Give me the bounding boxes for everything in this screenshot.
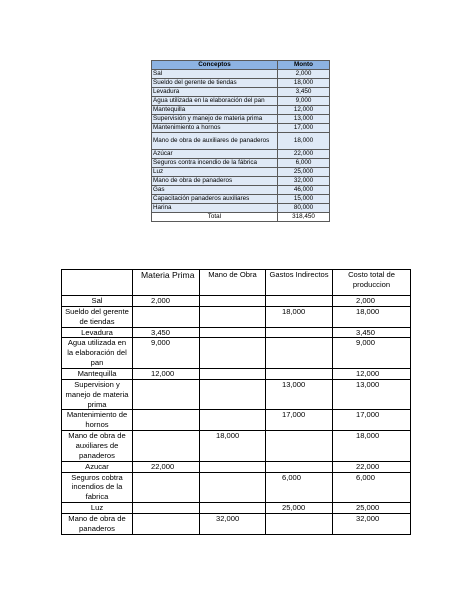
table-row (152, 115, 330, 124)
concepto-cell: Mano de obra de panaderos (152, 177, 278, 186)
costo-total-cell: 25,000 (333, 503, 411, 514)
materia-prima-cell: 22,000 (133, 461, 200, 472)
concepto-cell: Sueldo del gerente de tiendas (152, 79, 278, 88)
costo-total-cell: 18,000 (333, 431, 411, 462)
header-row (152, 61, 330, 70)
table-row (62, 514, 411, 535)
gastos-indirectos-cell: 25,000 (266, 503, 333, 514)
materia-prima-cell: 9,000 (133, 338, 200, 369)
concepto-cell: Seguros contra incendio de la fábrica (152, 159, 278, 168)
gastos-indirectos-cell (266, 431, 333, 462)
table-row (62, 472, 411, 503)
monto-cell: 46,000 (278, 186, 330, 195)
table-row (152, 97, 330, 106)
table-row (152, 186, 330, 195)
costo-total-cell: 12,000 (333, 369, 411, 380)
table-row (62, 306, 411, 327)
mano-obra-cell (200, 410, 266, 431)
monto-cell: 13,000 (278, 115, 330, 124)
monto-cell: 18,000 (278, 133, 330, 150)
materia-prima-cell: 12,000 (133, 369, 200, 380)
concepto-cell: Agua utilizada en la elaboración del pan (62, 338, 133, 369)
concepto-cell: Gas (152, 186, 278, 195)
concepto-cell: Harina (152, 204, 278, 213)
concepto-cell: Capacitación panaderos auxiliares (152, 195, 278, 204)
header-conceptos: Conceptos (152, 61, 278, 70)
materia-prima-cell (133, 472, 200, 503)
materia-prima-cell (133, 503, 200, 514)
mano-obra-cell (200, 472, 266, 503)
concepto-cell: Seguros cobtra incendios de la fabrica (62, 472, 133, 503)
header-monto: Monto (278, 61, 330, 70)
gastos-indirectos-cell (266, 514, 333, 535)
costo-total-cell: 13,000 (333, 379, 411, 410)
conceptos-table (151, 60, 330, 222)
concepto-cell: Mantequilla (152, 106, 278, 115)
concepto-cell: Azúcar (152, 150, 278, 159)
monto-cell: 12,000 (278, 106, 330, 115)
monto-cell: 3,450 (278, 88, 330, 97)
header-materia-prima: Materia Prima (133, 270, 200, 296)
monto-cell: 6,000 (278, 159, 330, 168)
concepto-cell: Luz (62, 503, 133, 514)
table-row (62, 327, 411, 338)
concepto-cell: Azucar (62, 461, 133, 472)
mano-obra-cell (200, 327, 266, 338)
costo-total-cell: 22,000 (333, 461, 411, 472)
gastos-indirectos-cell: 6,000 (266, 472, 333, 503)
materia-prima-cell (133, 306, 200, 327)
costo-total-cell: 2,000 (333, 296, 411, 307)
gastos-indirectos-cell: 17,000 (266, 410, 333, 431)
table-row (152, 159, 330, 168)
costo-total-cell: 17,000 (333, 410, 411, 431)
gastos-indirectos-cell (266, 327, 333, 338)
concepto-cell: Mantenimiento a hornos (152, 124, 278, 133)
concepto-cell: Levadura (62, 327, 133, 338)
concepto-cell: Mantenimiento de hornos (62, 410, 133, 431)
concepto-cell: Mano de obra de auxiliares de panaderos (62, 431, 133, 462)
table-row (152, 70, 330, 79)
table-row (152, 168, 330, 177)
concepto-cell: Mano de obra de panaderos (62, 514, 133, 535)
cost-classification-table (61, 269, 411, 535)
table-row (152, 204, 330, 213)
costo-total-cell: 32,000 (333, 514, 411, 535)
table-row (62, 296, 411, 307)
mano-obra-cell: 18,000 (200, 431, 266, 462)
table-row (152, 150, 330, 159)
table-row (152, 79, 330, 88)
monto-cell: 25,000 (278, 168, 330, 177)
header-blank (62, 270, 133, 296)
table-row (152, 133, 330, 150)
materia-prima-cell (133, 410, 200, 431)
table-row (152, 177, 330, 186)
materia-prima-cell: 2,000 (133, 296, 200, 307)
header-gastos-indirectos: Gastos Indirectos (266, 270, 333, 296)
mano-obra-cell (200, 379, 266, 410)
costo-total-cell: 3,450 (333, 327, 411, 338)
table-row (62, 461, 411, 472)
table-row (152, 106, 330, 115)
header-mano-de-obra: Mano de Obra (200, 270, 266, 296)
concepto-cell: Sal (152, 70, 278, 79)
concepto-cell: Sal (62, 296, 133, 307)
materia-prima-cell (133, 379, 200, 410)
monto-cell: 2,000 (278, 70, 330, 79)
table-row (62, 369, 411, 380)
header-row (62, 270, 411, 296)
monto-cell: 9,000 (278, 97, 330, 106)
concepto-cell: Mantequilla (62, 369, 133, 380)
concepto-cell: Supervision y manejo de materia prima (62, 379, 133, 410)
concepto-cell: Agua utilizada en la elaboración del pan (152, 97, 278, 106)
gastos-indirectos-cell: 18,000 (266, 306, 333, 327)
table-row (62, 431, 411, 462)
table-row (62, 503, 411, 514)
monto-cell: 18,000 (278, 79, 330, 88)
table-row (62, 379, 411, 410)
costo-total-cell: 18,000 (333, 306, 411, 327)
concepto-cell: Levadura (152, 88, 278, 97)
mano-obra-cell (200, 338, 266, 369)
total-value: 318,450 (278, 213, 330, 222)
header-costo-total: Costo total de produccion (333, 270, 411, 296)
table-row (62, 410, 411, 431)
materia-prima-cell: 3,450 (133, 327, 200, 338)
table-row (62, 338, 411, 369)
concepto-cell: Supervisión y manejo de materia prima (152, 115, 278, 124)
mano-obra-cell: 32,000 (200, 514, 266, 535)
monto-cell: 15,000 (278, 195, 330, 204)
table-row (152, 195, 330, 204)
mano-obra-cell (200, 296, 266, 307)
mano-obra-cell (200, 369, 266, 380)
gastos-indirectos-cell (266, 461, 333, 472)
monto-cell: 80,000 (278, 204, 330, 213)
concepto-cell: Mano de obra de auxiliares de panaderos (152, 133, 278, 150)
gastos-indirectos-cell (266, 338, 333, 369)
monto-cell: 32,000 (278, 177, 330, 186)
gastos-indirectos-cell (266, 296, 333, 307)
concepto-cell: Luz (152, 168, 278, 177)
total-label: Total (152, 213, 278, 222)
materia-prima-cell (133, 514, 200, 535)
total-row (152, 213, 330, 222)
monto-cell: 22,000 (278, 150, 330, 159)
materia-prima-cell (133, 431, 200, 462)
mano-obra-cell (200, 461, 266, 472)
monto-cell: 17,000 (278, 124, 330, 133)
gastos-indirectos-cell: 13,000 (266, 379, 333, 410)
mano-obra-cell (200, 503, 266, 514)
concepto-cell: Sueldo del gerente de tiendas (62, 306, 133, 327)
table-row (152, 124, 330, 133)
table-row (152, 88, 330, 97)
costo-total-cell: 6,000 (333, 472, 411, 503)
gastos-indirectos-cell (266, 369, 333, 380)
mano-obra-cell (200, 306, 266, 327)
costo-total-cell: 9,000 (333, 338, 411, 369)
